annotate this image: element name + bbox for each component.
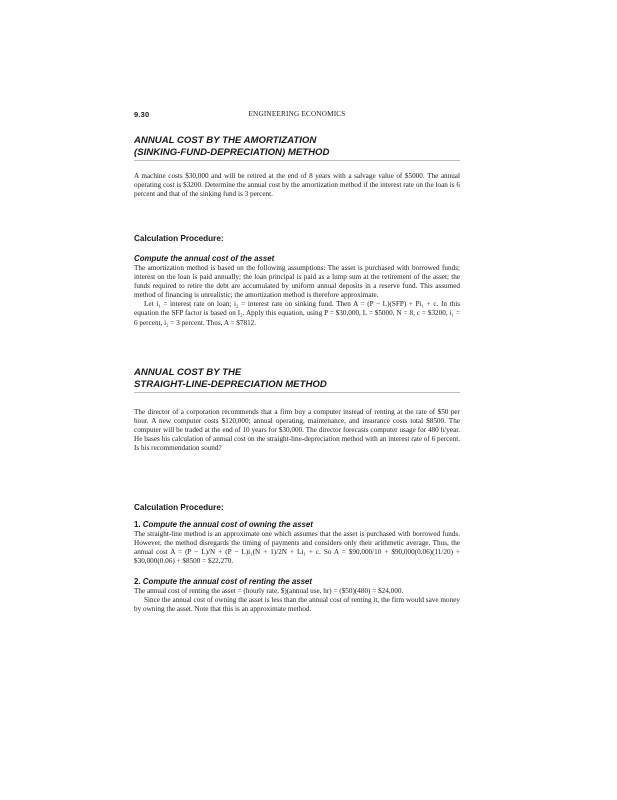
running-header (134, 108, 460, 122)
step-paragraph-2: Let i₁ = interest rate on loan; i₂ = interest rate on sinking fund. Then A = (P − L)(SFP) + Pi₁ + c. In this equation the SFP factor is based on I₂. Apply this equation, using P = $30,000, L = $5000, N = 8, c = $3200, i₁ = 6 percent, i₂ = 3 percent. Thus, A = $7812. (134, 300, 460, 327)
step-title: Compute the annual cost of renting the asset (142, 577, 313, 586)
page-number: 9.30 (134, 110, 150, 119)
step-title: Compute the annual cost of owning the asset (142, 520, 313, 529)
step-paragraph: The annual cost of renting the asset = (hourly rate, $)(annual use, hr) = ($50)(480) = $24,000. (134, 587, 404, 595)
section-title-line1: ANNUAL COST BY THE (134, 367, 242, 378)
problem-statement: The director of a corporation recommends that a firm buy a computer instead of renting at the rate of $50 per hour. A new computer costs $120,000; annual operating, maintenance, and insurance costs total $8500. The computer will be traded at the end of 10 years for $30,000. The director forecasts computer usage for 480 h/year. He bases his calculation of annual cost on the straight-line-depreciation method with an interest rate of 6 percent. Is his recommendation sound? (134, 408, 460, 453)
section-title-line2: STRAIGHT-LINE-DEPRECIATION METHOD (134, 378, 327, 390)
calculation-procedure-heading: Calculation Procedure: (134, 234, 224, 243)
section-straight-line (134, 367, 460, 393)
step-heading-2 (134, 577, 460, 587)
section-title (134, 367, 460, 390)
step-heading-1 (134, 520, 460, 530)
step-paragraph: The amortization method is based on the following assumptions: The asset is purchased with borrowed funds; interest on the loan is paid annually; the loan principal is paid as a lump sum at the retirement of the asset; the funds required to retire the debt are accumulated by uniform annual deposits in a reserve fund. This assumed method of financing is unrealistic; the amortization method is therefore approximate. (134, 264, 460, 300)
step-paragraph-2: Since the annual cost of owning the asset is less than the annual cost of renting it, the firm would save money by owning the asset. Note that this is an approximate method. (134, 596, 460, 614)
running-title: ENGINEERING ECONOMICS (248, 110, 346, 118)
calculation-procedure-heading: Calculation Procedure: (134, 503, 224, 512)
section-title-line2: (SINKING-FUND-DEPRECIATION) METHOD (134, 146, 330, 158)
section-rule (134, 392, 460, 393)
step-body (134, 264, 460, 328)
step-paragraph: The straight-line method is an approximate one which assumes that the asset is purchased with borrowed funds. However, the method disregards the timing of payments and considers only their arithmetic average. Thus, the annual cost A = (P − L)/N + (P − L)i₁(N + 1)/2N + Li₁ + c. So A = $90,000/10 + $90,000(0.06)(11/20) + $30,000(0.06) + $8500 = $22,270. (134, 530, 460, 566)
step-heading: Compute the annual cost of the asset (134, 254, 275, 263)
step-body (134, 587, 460, 614)
section-rule (134, 160, 460, 161)
section-title (134, 135, 460, 158)
section-title-line1: ANNUAL COST BY THE AMORTIZATION (134, 135, 317, 146)
section-amortization (134, 135, 460, 161)
problem-statement: A machine costs $30,000 and will be retired at the end of 8 years with a salvage value of $5000. The annual operating cost is $3200. Determine the annual cost by the amortization method if the interest rate on the loan is 6 percent and that of the sinking fund is 3 percent. (134, 172, 460, 199)
step-number: 2. (134, 577, 141, 586)
step-number: 1. (134, 520, 141, 529)
